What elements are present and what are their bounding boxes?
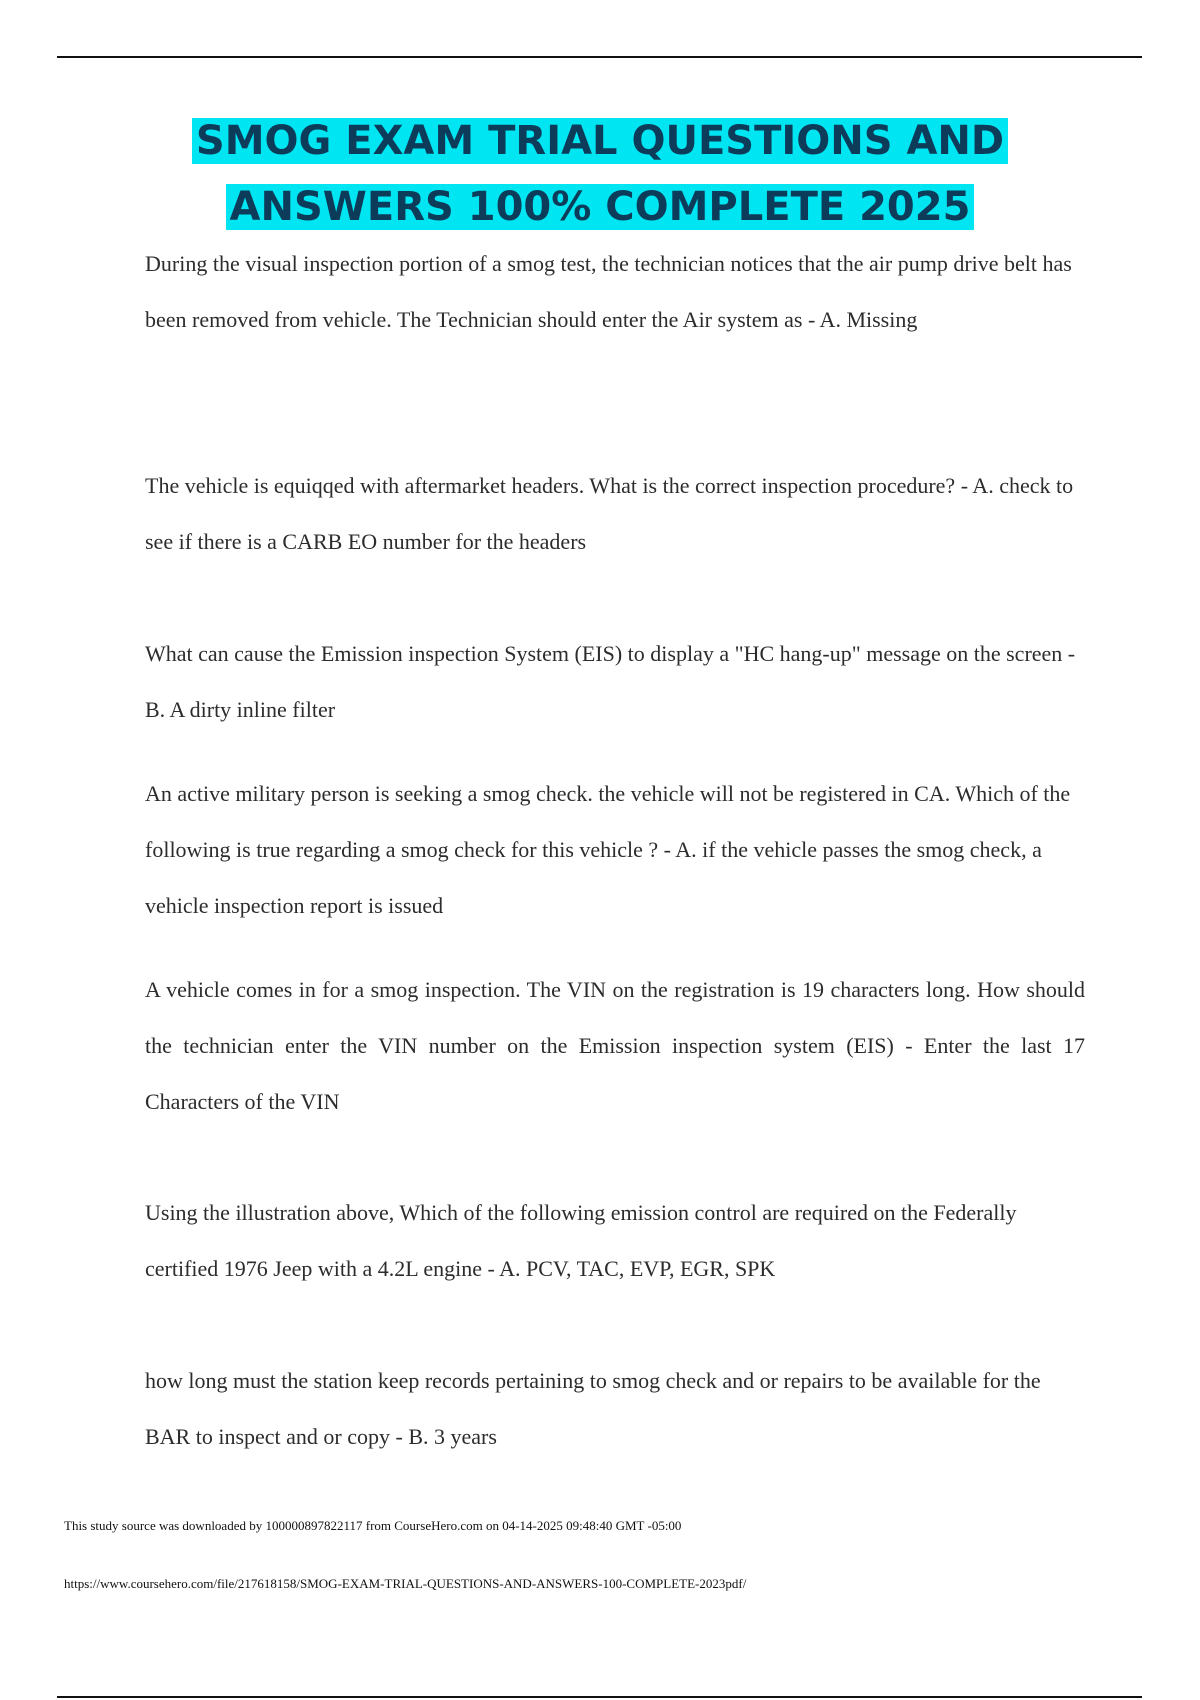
title-line-2: ANSWERS 100% COMPLETE 2025	[226, 184, 975, 230]
document-title	[0, 108, 1200, 240]
qa-item-1: During the visual inspection portion of a smog test, the technician notices that the air pump drive belt has been removed from vehicle. The Technician should enter the Air system as - A. Missing	[145, 251, 1072, 332]
top-rule	[57, 56, 1142, 58]
qa-item-3: What can cause the Emission inspection System (EIS) to display a "HC hang-up" message on the screen - B. A dirty inline filter	[145, 641, 1076, 722]
qa-item-4: An active military person is seeking a smog check. the vehicle will not be registered in CA. Which of the following is true regarding a smog check for this vehicle ? - A. if the vehicle passes the smog check, a vehicle inspection report is issued	[145, 781, 1071, 918]
download-note: This study source was downloaded by 100000897822117 from CourseHero.com on 04-14-2025 09:48:40 GMT -05:00	[64, 1518, 682, 1533]
qa-item-2: The vehicle is equiqqed with aftermarket headers. What is the correct inspection procedure? - A. check to see if there is a CARB EO number for the headers	[145, 473, 1074, 554]
title-line-1: SMOG EXAM TRIAL QUESTIONS AND	[192, 118, 1008, 164]
bottom-rule	[57, 1696, 1142, 1698]
qa-item-5: A vehicle comes in for a smog inspection. The VIN on the registration is 19 characters long. How should the technician enter the VIN number on the Emission inspection system (EIS) - Enter the last 17 Characters of the VIN	[145, 977, 1085, 1114]
qa-item-6: Using the illustration above, Which of the following emission control are required on the Federally certified 1976 Jeep with a 4.2L engine - A. PCV, TAC, EVP, EGR, SPK	[145, 1200, 1017, 1281]
qa-item-7: how long must the station keep records pertaining to smog check and or repairs to be available for the BAR to inspect and or copy - B. 3 years	[145, 1368, 1041, 1449]
source-url[interactable]: https://www.coursehero.com/file/217618158/SMOG-EXAM-TRIAL-QUESTIONS-AND-ANSWERS-100-COMPLETE-2023pdf/	[64, 1576, 747, 1591]
